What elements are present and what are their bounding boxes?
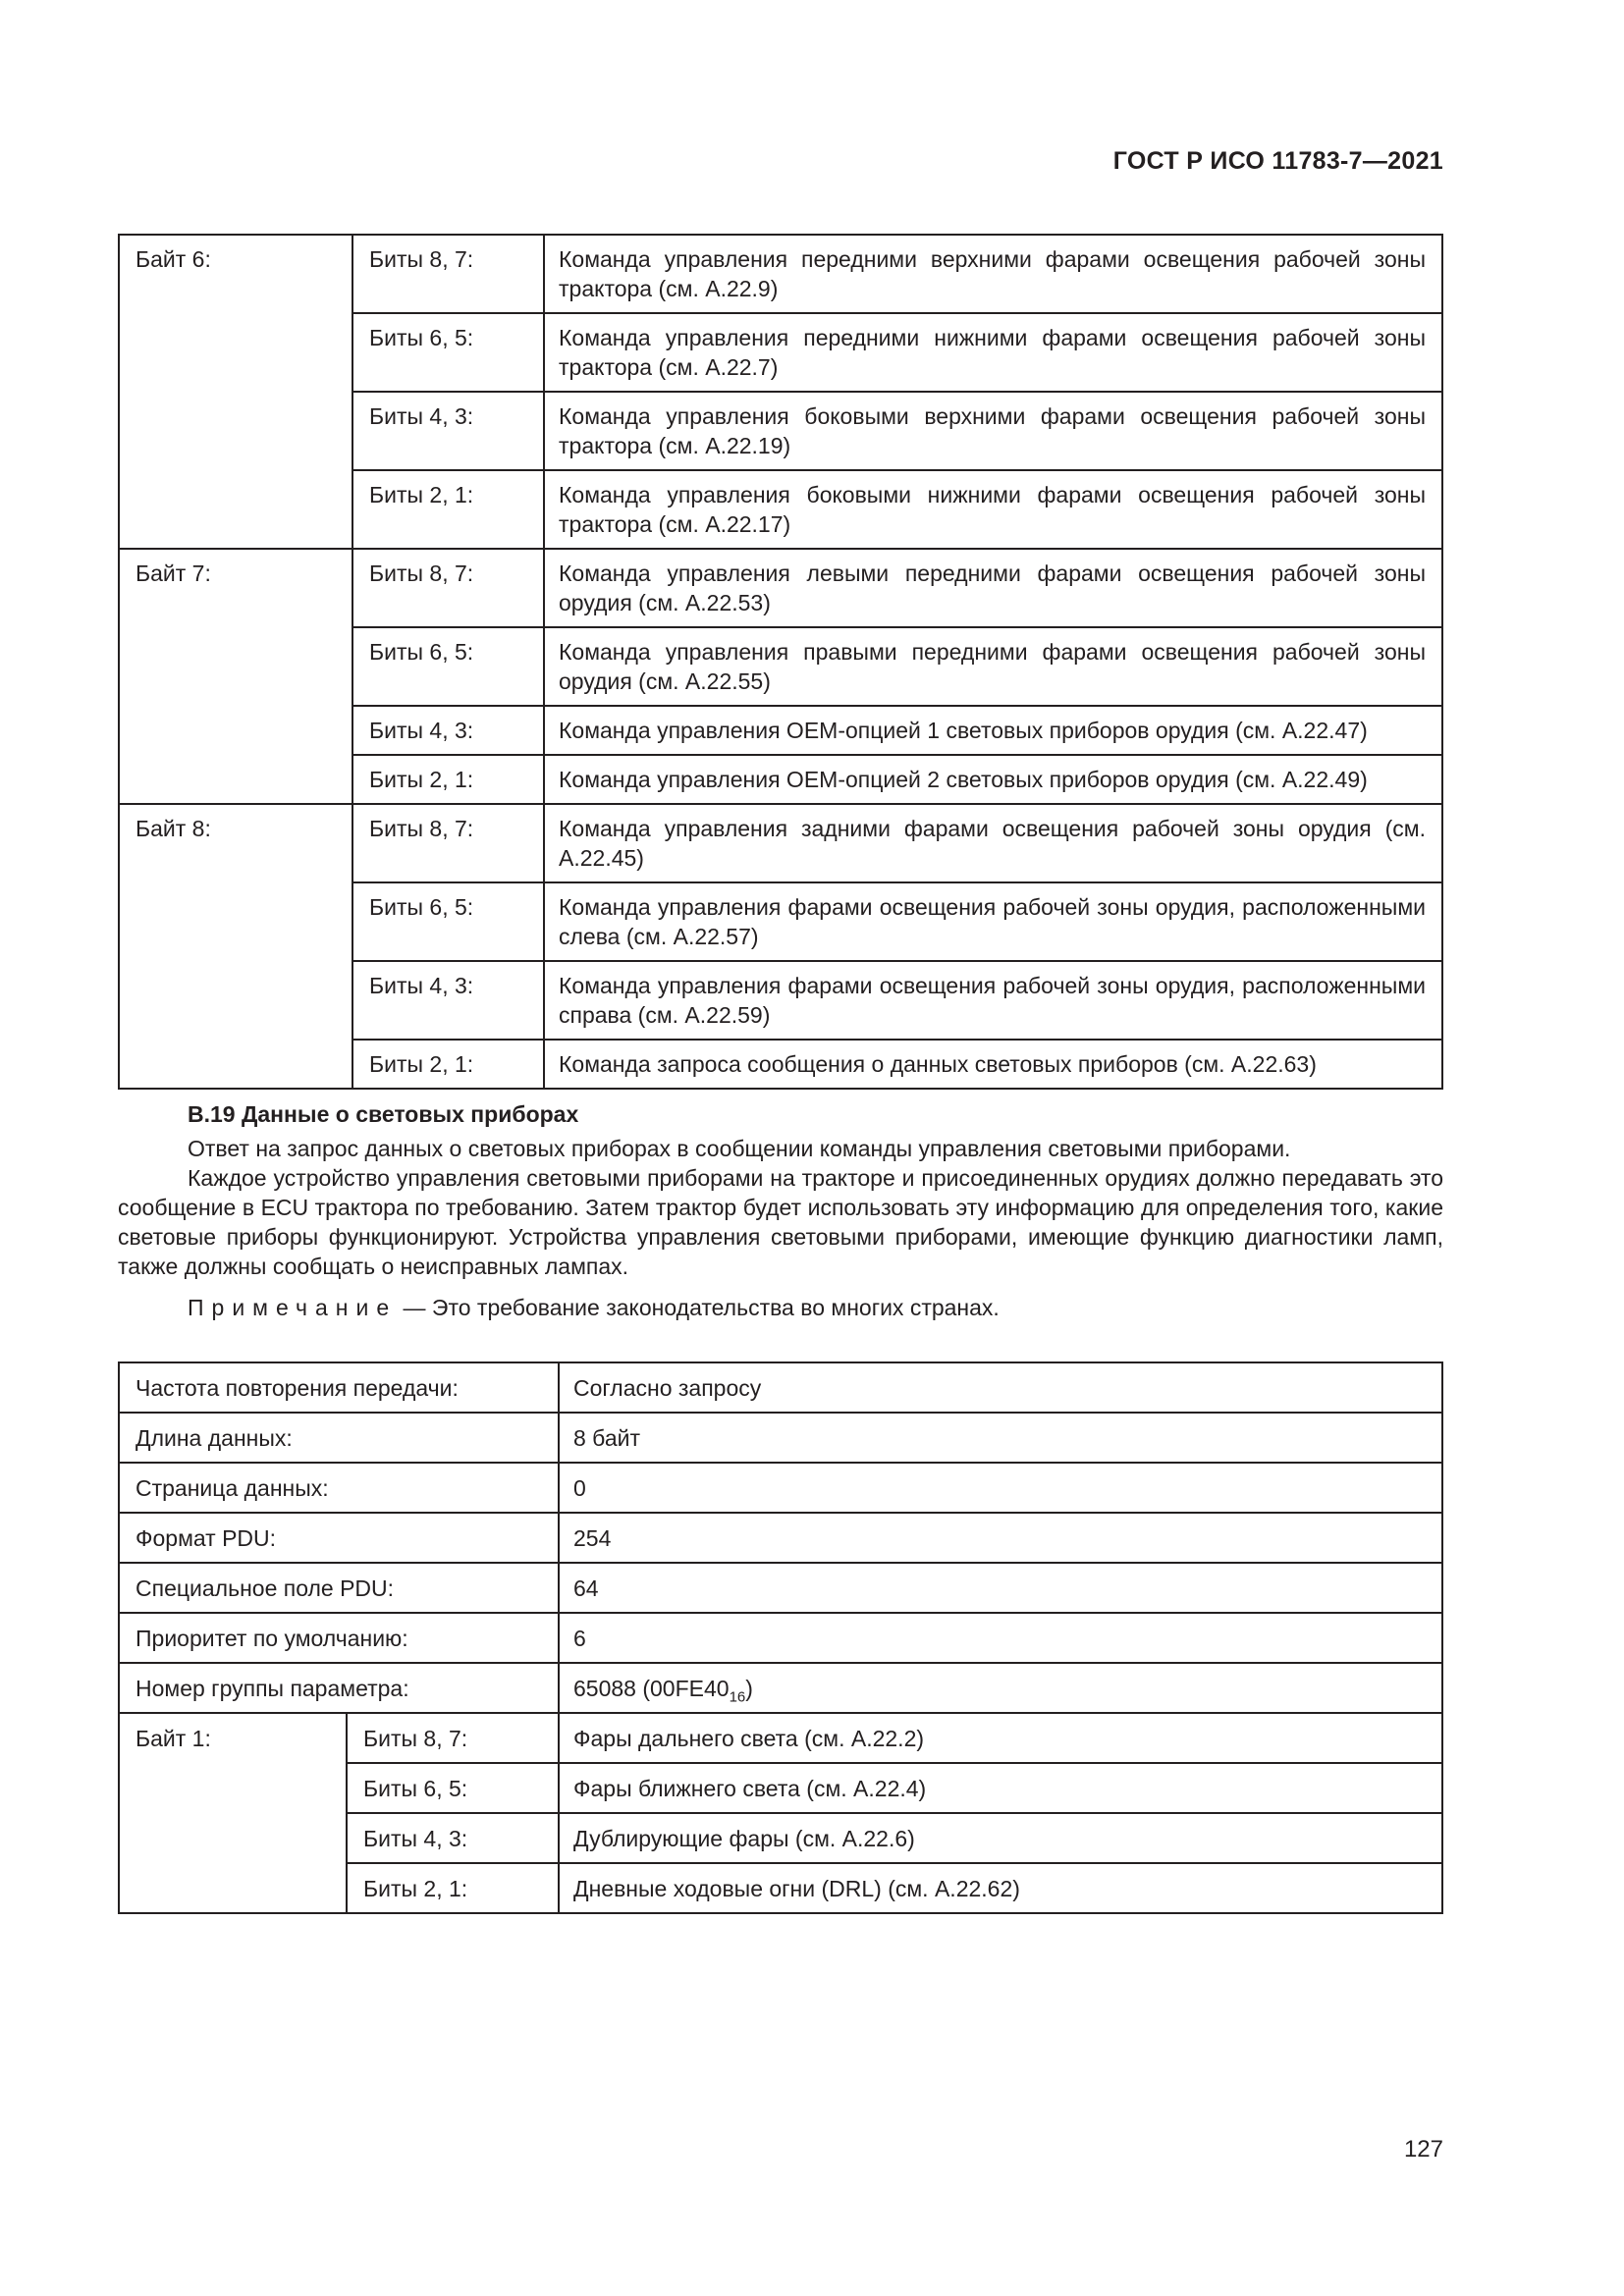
description-cell: Команда управления фарами освещения рабочей зоны орудия, расположенными справа (см. A.22.59) [544, 961, 1442, 1040]
param-value: 8 байт [559, 1413, 1442, 1463]
param-key: Длина данных: [119, 1413, 559, 1463]
table-row [119, 1563, 1442, 1613]
paragraph: Каждое устройство управления световыми приборами на тракторе и присоединенных орудиях должно передавать это сообщение в ECU трактора по требованию. Затем трактор будет использовать эту информацию для определения того, какие световые приборы функционируют. Устройства управления световыми приборами, имеющие функцию диагностики ламп, также должны сообщать о неисправных лампах. [118, 1165, 1443, 1279]
bits-cell: Биты 4, 3: [352, 392, 544, 470]
param-value [559, 1663, 1442, 1713]
section-heading: В.19 Данные о световых приборах [188, 1101, 579, 1127]
table-row [119, 1463, 1442, 1513]
param-value: 254 [559, 1513, 1442, 1563]
table-row [119, 804, 1442, 882]
param-value: 64 [559, 1563, 1442, 1613]
bits-cell: Биты 8, 7: [347, 1713, 559, 1763]
bits-cell: Биты 4, 3: [352, 961, 544, 1040]
table-row [119, 1613, 1442, 1663]
byte-cell: Байт 7: [119, 549, 352, 804]
table-row [119, 1663, 1442, 1713]
param-key: Частота повторения передачи: [119, 1362, 559, 1413]
section-b19 [118, 1099, 1443, 1322]
param-value: 6 [559, 1613, 1442, 1663]
description-cell: Команда управления OEM-опцией 2 световых приборов орудия (см. A.22.49) [544, 755, 1442, 804]
bits-cell: Биты 2, 1: [352, 755, 544, 804]
bits-cell: Биты 6, 5: [347, 1763, 559, 1813]
table-row [119, 1362, 1442, 1413]
hex-subscript: 16 [729, 1688, 746, 1706]
description-cell: Команда управления боковыми верхними фарами освещения рабочей зоны трактора (см. A.22.19) [544, 392, 1442, 470]
byte-cell: Байт 6: [119, 235, 352, 549]
description-cell: Команда управления фарами освещения рабочей зоны орудия, расположенными слева (см. A.22.57) [544, 882, 1442, 961]
pgn-bits-table-continued [118, 234, 1443, 1090]
description-cell: Дублирующие фары (см. A.22.6) [559, 1813, 1442, 1863]
description-cell: Команда управления передними нижними фарами освещения рабочей зоны трактора (см. A.22.7) [544, 313, 1442, 392]
note-label: Примечание [188, 1295, 398, 1320]
description-cell: Фары ближнего света (см. A.22.4) [559, 1763, 1442, 1813]
description-cell: Фары дальнего света (см. A.22.2) [559, 1713, 1442, 1763]
page-number: 127 [1403, 2136, 1443, 2163]
bits-cell: Биты 4, 3: [352, 706, 544, 755]
table-row [119, 1513, 1442, 1563]
bits-cell: Биты 4, 3: [347, 1813, 559, 1863]
document-header: ГОСТ Р ИСО 11783-7—2021 [1112, 147, 1443, 175]
note [118, 1293, 1443, 1322]
description-cell: Команда управления задними фарами освещения рабочей зоны орудия (см. A.22.45) [544, 804, 1442, 882]
param-key: Приоритет по умолчанию: [119, 1613, 559, 1663]
pgn-parameters-table [118, 1362, 1443, 1914]
table-row [119, 1413, 1442, 1463]
description-cell: Команда управления левыми передними фарами освещения рабочей зоны орудия (см. A.22.53) [544, 549, 1442, 627]
note-text: — Это требование законодательства во многих странах. [397, 1295, 1000, 1320]
paragraph: Ответ на запрос данных о световых приборах в сообщении команды управления световыми приборами. [188, 1136, 1291, 1161]
description-cell: Команда запроса сообщения о данных световых приборов (см. A.22.63) [544, 1040, 1442, 1089]
param-value: Согласно запросу [559, 1362, 1442, 1413]
table-row [119, 1713, 1442, 1763]
param-value: 0 [559, 1463, 1442, 1513]
table-row [119, 235, 1442, 313]
byte-cell: Байт 1: [119, 1713, 347, 1913]
param-key: Специальное поле PDU: [119, 1563, 559, 1613]
bits-cell: Биты 8, 7: [352, 549, 544, 627]
description-cell: Команда управления OEM-опцией 1 световых приборов орудия (см. A.22.47) [544, 706, 1442, 755]
bits-cell: Биты 2, 1: [347, 1863, 559, 1913]
bits-cell: Биты 2, 1: [352, 470, 544, 549]
description-cell: Команда управления боковыми нижними фарами освещения рабочей зоны трактора (см. A.22.17) [544, 470, 1442, 549]
param-key: Страница данных: [119, 1463, 559, 1513]
bits-cell: Биты 2, 1: [352, 1040, 544, 1089]
description-cell: Дневные ходовые огни (DRL) (см. A.22.62) [559, 1863, 1442, 1913]
table-row [119, 549, 1442, 627]
pgn-value: 65088 (00FE40 [573, 1676, 730, 1701]
param-key: Формат PDU: [119, 1513, 559, 1563]
bits-cell: Биты 8, 7: [352, 235, 544, 313]
param-key: Номер группы параметра: [119, 1663, 559, 1713]
bits-cell: Биты 8, 7: [352, 804, 544, 882]
bits-cell: Биты 6, 5: [352, 627, 544, 706]
byte-cell: Байт 8: [119, 804, 352, 1089]
bits-cell: Биты 6, 5: [352, 882, 544, 961]
description-cell: Команда управления передними верхними фарами освещения рабочей зоны трактора (см. A.22.9) [544, 235, 1442, 313]
description-cell: Команда управления правыми передними фарами освещения рабочей зоны орудия (см. A.22.55) [544, 627, 1442, 706]
bits-cell: Биты 6, 5: [352, 313, 544, 392]
pgn-value-tail: ) [745, 1676, 753, 1701]
